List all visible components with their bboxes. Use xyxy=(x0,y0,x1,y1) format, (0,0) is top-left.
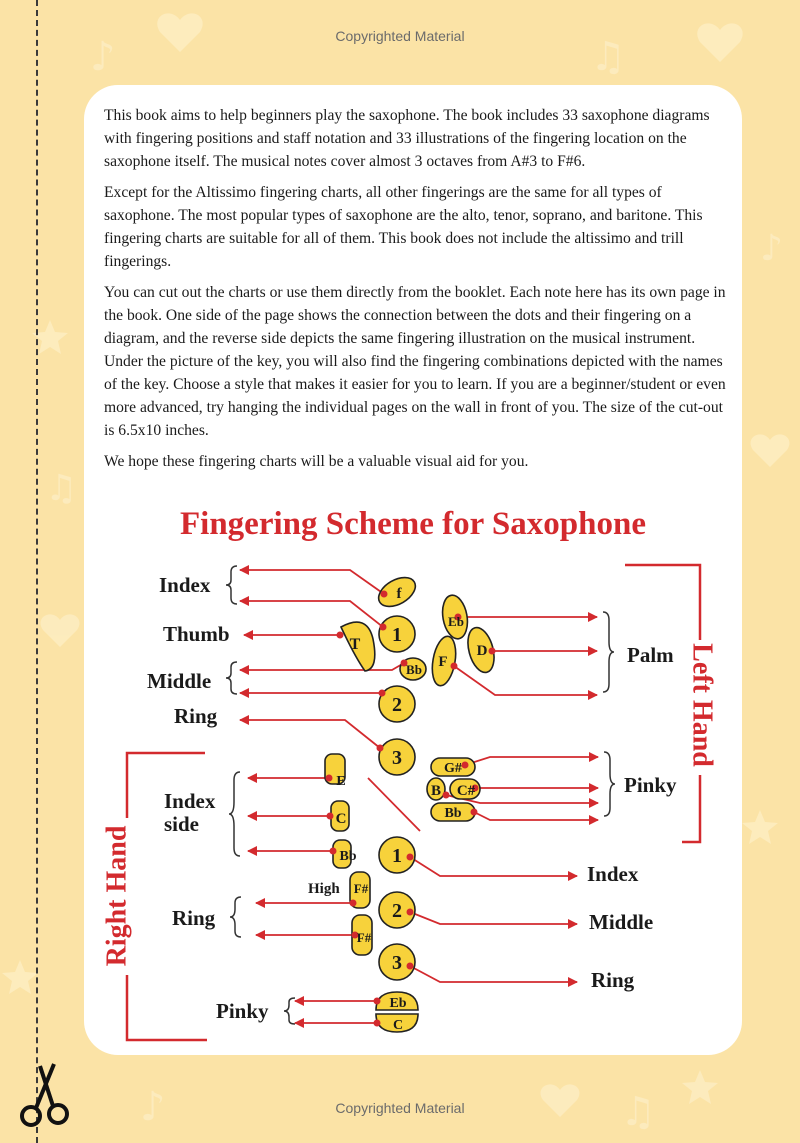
paragraph: We hope these fingering charts will be a valuable visual aid for you. xyxy=(104,453,529,470)
arrow-f-index xyxy=(240,570,384,594)
label-rh-middle: Middle xyxy=(589,910,654,934)
music-note-icon: ♫ xyxy=(590,34,626,80)
music-note-icon: ♫ xyxy=(45,468,78,509)
brace-ring-right xyxy=(230,897,241,937)
brace-index xyxy=(226,566,237,604)
label-rh-pinky: Pinky xyxy=(216,999,269,1023)
label-lh-ring: Ring xyxy=(174,704,218,728)
music-note-icon: ♫ xyxy=(620,1089,656,1135)
label-pinky-left: Pinky xyxy=(624,773,677,797)
arrow-bb-middle xyxy=(240,663,404,670)
key-c-side-label: C xyxy=(335,811,347,827)
key-1-top-label: 1 xyxy=(392,624,402,646)
label-rh-ring-side: Ring xyxy=(172,906,216,930)
key-eb-low-label: Eb xyxy=(389,996,407,1011)
arrow-3-ring xyxy=(240,720,380,748)
brace-palm xyxy=(603,612,614,692)
key-1-bottom-label: 1 xyxy=(392,845,402,867)
arrow-bb-pinky xyxy=(474,812,598,820)
scheme-title: Fingering Scheme for Saxophone xyxy=(180,506,646,542)
key-f-label: f xyxy=(396,586,402,602)
key-f-sharp-high-label: F# xyxy=(353,881,369,896)
label-lh-middle: Middle xyxy=(147,669,212,693)
copyright-bottom: Copyrighted Material xyxy=(335,1100,465,1116)
brace-index-side xyxy=(229,772,240,856)
arrow-1-index-right xyxy=(410,857,577,876)
key-t-label: T xyxy=(349,636,361,653)
paragraph: Except for the Altissimo fingering charts, all other fingerings are the same for all types of saxophone. The most popular types of saxophone are the alto, tenor, soprano, and baritone. This fingering charts are suitable for all of them. This book does not include the altissimo and trill fingerings. xyxy=(104,184,703,270)
label-lh-thumb: Thumb xyxy=(163,622,230,646)
arrow-3-ring-right xyxy=(410,966,577,982)
brace-middle xyxy=(226,662,237,694)
key-d-palm-label: D xyxy=(476,643,488,659)
arrow-2-middle-right xyxy=(410,912,577,924)
music-note-icon: ♪ xyxy=(760,228,783,269)
arrow-gsharp-pinky xyxy=(465,757,598,765)
key-3-bottom-label: 3 xyxy=(392,952,402,974)
label-rh-ring: Ring xyxy=(591,968,635,992)
label-rh-index: Index xyxy=(587,862,639,886)
label-high: High xyxy=(308,881,340,897)
key-bb-left-label: Bb xyxy=(406,662,422,677)
copyright-top: Copyrighted Material xyxy=(335,28,465,44)
music-note-icon: ♪ xyxy=(90,34,116,80)
brace-pinky-right xyxy=(284,998,295,1024)
key-c-sharp-label: C# xyxy=(456,783,476,799)
right-hand-label: Right Hand xyxy=(101,825,133,967)
label-index-side-2: side xyxy=(164,812,200,836)
key-g-sharp-label: G# xyxy=(444,761,462,776)
key-c-low-label: C xyxy=(392,1018,404,1033)
key-f-sharp-label: F# xyxy=(356,930,372,945)
key-b-left-label: B xyxy=(430,783,442,799)
label-index-side-1: Index xyxy=(164,789,216,813)
left-hand-label: Left Hand xyxy=(686,643,718,767)
music-note-icon: ♪ xyxy=(140,1084,166,1130)
key-eb-palm-label: Eb xyxy=(448,614,464,629)
link-3-index xyxy=(368,778,420,831)
brace-pinky-left xyxy=(604,752,615,816)
key-3-top-label: 3 xyxy=(392,747,402,769)
key-2-bottom-label: 2 xyxy=(392,900,402,922)
label-palm: Palm xyxy=(627,643,674,667)
arrow-f-palm xyxy=(454,666,597,695)
key-bb-side-label: Bb xyxy=(339,849,357,864)
paragraph: You can cut out the charts or use them directly from the booklet. Each note here has its own page in the book. One side of the page shows the connection between the dots and their fingering on a diagram, and the reverse side depicts the same fingering illustration on the musical instrument. Under the picture of the key, you will also find the fingering combinations depicted with the names of the key. Choose a style that makes it easier for you to learn. If you are a beginner/student or even more advanced, try hanging the individual pages on the wall in front of you. The size of the cut-out is 6.5x10 inches. xyxy=(104,284,726,439)
key-f-palm-label: F xyxy=(438,654,448,670)
label-lh-index: Index xyxy=(159,573,211,597)
key-bb-pinky-label: Bb xyxy=(444,806,462,821)
key-2-top-label: 2 xyxy=(392,694,402,716)
key-e-side-label: E xyxy=(336,774,346,789)
paragraph: This book aims to help beginners play the saxophone. The book includes 33 saxophone diagrams with fingering positions and staff notation and 33 illustrations of the fingering location on the saxophone itself. The musical notes cover almost 3 octaves from A#3 to F#6. xyxy=(104,107,710,170)
